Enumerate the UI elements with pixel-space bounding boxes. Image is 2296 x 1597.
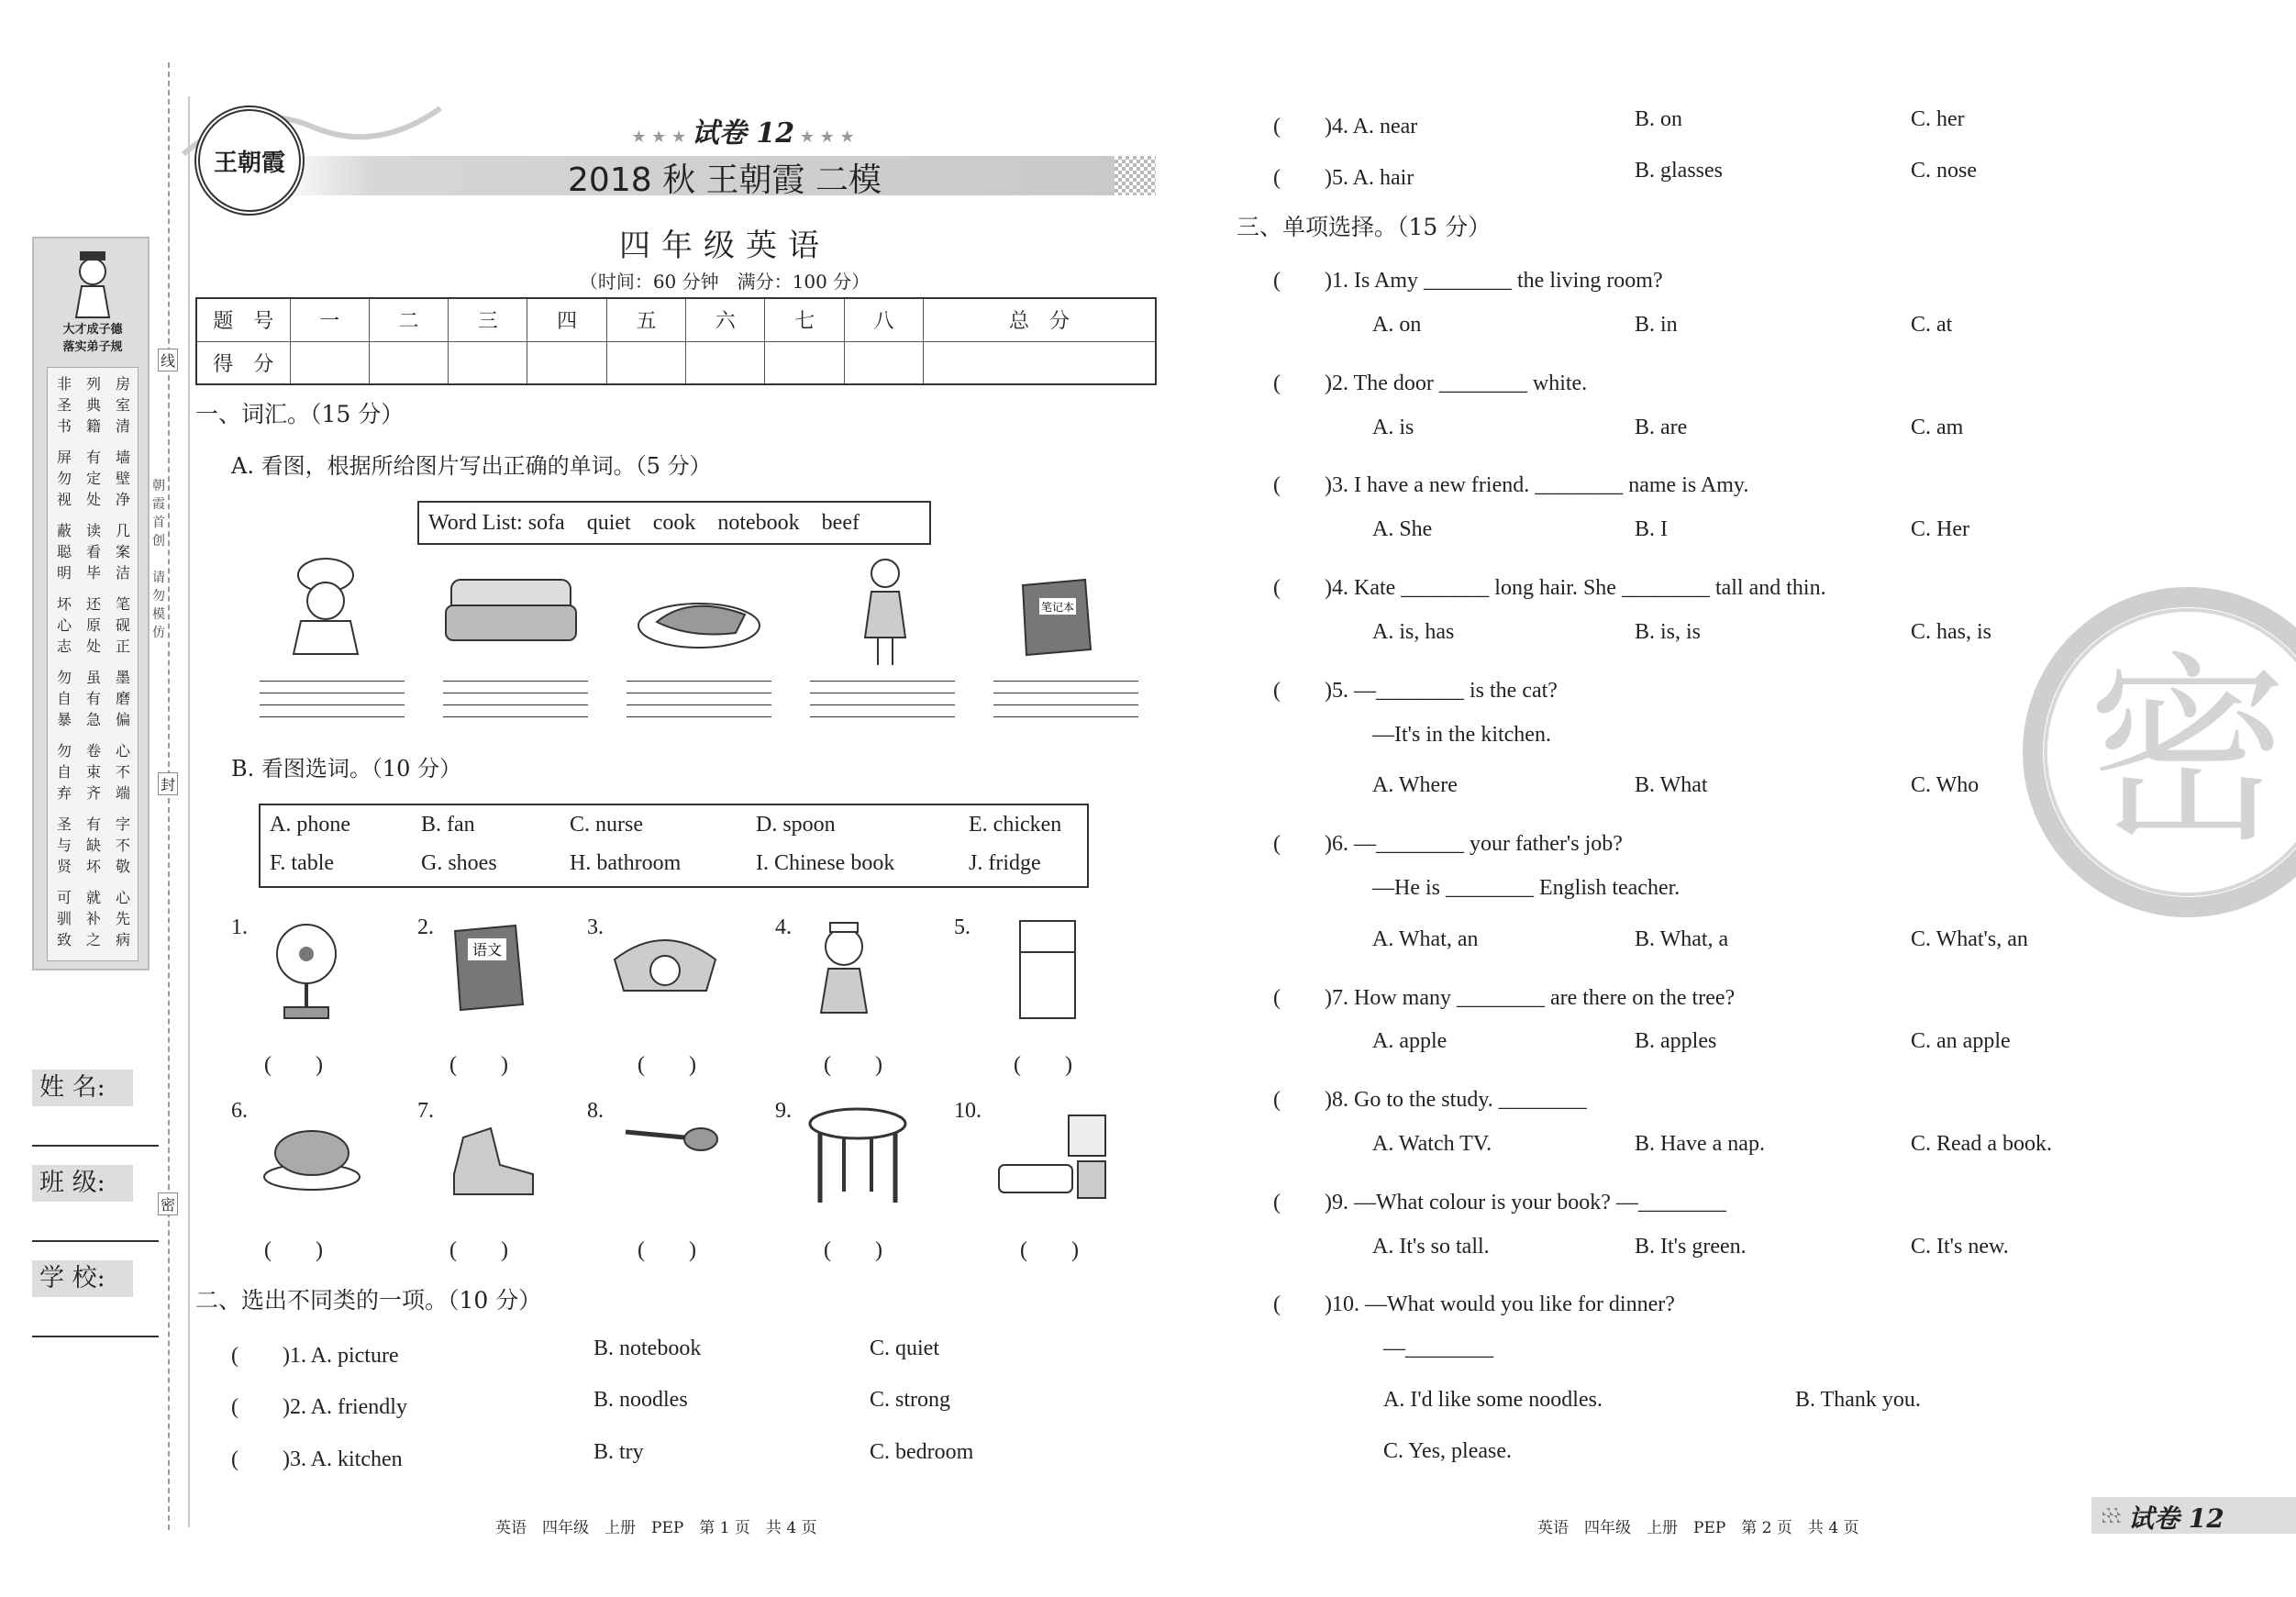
s3-question-9: ( )9. —What colour is your book? —________: [1273, 1191, 1726, 1214]
motto-col: 勿自暴: [56, 669, 72, 728]
partB-options-box: [259, 804, 1089, 888]
score-cell[interactable]: [369, 341, 448, 384]
motto-col: 虽有急: [85, 669, 101, 728]
shoes-image: [445, 1110, 537, 1202]
s3-question-2: ( )2. The door ________ white.: [1273, 372, 1588, 395]
s2-option: B. notebook: [593, 1336, 702, 1360]
s2-option: B. noodles: [593, 1388, 688, 1412]
class-label: 班 级:: [32, 1165, 133, 1202]
s3-option: A. is, has: [1372, 620, 1455, 644]
picture-number: 9.: [775, 1099, 792, 1123]
s3-question-8: ( )8. Go to the study. ________: [1273, 1088, 1587, 1112]
score-header-cell: 一: [290, 298, 369, 341]
s3-option: C. am: [1911, 416, 1964, 439]
s3-option: B. I: [1635, 517, 1668, 541]
motto-col: 圣与贤: [56, 815, 72, 875]
partB-option: C. nurse: [570, 813, 643, 837]
s2-option: B. on: [1635, 107, 1683, 131]
secret-watermark-char: 密: [2086, 635, 2289, 870]
motto-col: 几案洁: [115, 522, 130, 582]
s2-option: C. strong: [870, 1388, 951, 1412]
s3-option: A. on: [1372, 313, 1422, 337]
fridge-image: [1016, 917, 1081, 1023]
answer-paren-3[interactable]: ( ): [638, 1053, 696, 1077]
s2-option: C. quiet: [870, 1336, 939, 1360]
motto-col: 勿自弃: [56, 742, 72, 802]
s3-question-4: ( )4. Kate ________ long hair. She ________ tall and thin.: [1273, 576, 1826, 600]
answer-lines[interactable]: [260, 670, 405, 717]
time-info: （时间：60 分钟 满分：100 分）: [579, 271, 871, 293]
s3-option: C. Her: [1911, 517, 1969, 541]
score-cell[interactable]: [765, 341, 844, 384]
score-header-cell: 题 号: [196, 298, 290, 341]
brand-seal-logo: 王朝霞: [194, 105, 305, 216]
s3-option: B. apples: [1635, 1029, 1717, 1053]
section1-heading: 一、词汇。（15 分）: [195, 401, 405, 427]
name-field[interactable]: [32, 1145, 159, 1147]
binding-mark-secret: 密: [158, 1192, 178, 1215]
header-checker: [1115, 156, 1156, 195]
answer-lines[interactable]: [810, 670, 955, 717]
s3-option: C. Who: [1911, 773, 1980, 797]
score-header-cell: 三: [449, 298, 527, 341]
score-cell[interactable]: [449, 341, 527, 384]
binding-dashed-line: [168, 62, 170, 1530]
score-cell[interactable]: [844, 341, 923, 384]
score-table-header-row: [196, 298, 1156, 341]
answer-paren-9[interactable]: ( ): [824, 1238, 882, 1262]
section2-heading: 二、选出不同类的一项。（10 分）: [195, 1287, 542, 1314]
motto-col: 坏心志: [56, 595, 72, 655]
partB-option: I. Chinese book: [756, 851, 895, 875]
motto-col: 有缺坏: [85, 815, 101, 875]
sofa-image: [442, 569, 580, 651]
score-row-label: 得 分: [196, 341, 290, 384]
beef-image: [635, 587, 763, 651]
score-cell[interactable]: [527, 341, 606, 384]
corner-checker: [2102, 1508, 2121, 1523]
picture-number: 4.: [775, 915, 792, 939]
s3-option: B. What: [1635, 773, 1708, 797]
score-header-cell: 七: [765, 298, 844, 341]
motto-panel: [32, 237, 150, 970]
motto-col: 屏勿视: [56, 449, 72, 508]
motto-col: 笔砚正: [115, 595, 130, 655]
series-label: ★ ★ ★ 试卷 12 ★ ★ ★: [631, 117, 855, 150]
motto-col: 心不端: [115, 742, 130, 802]
chinese-book-image: [448, 922, 530, 1014]
score-header-cell: 总 分: [924, 298, 1156, 341]
cook-image: [275, 555, 376, 656]
s3-option: B. What, a: [1635, 927, 1729, 951]
corner-tag: [2091, 1497, 2296, 1534]
fan-image: [264, 917, 356, 1023]
picture-number: 2.: [417, 915, 434, 939]
section3-heading: 三、单项选择。（15 分）: [1237, 214, 1492, 240]
girl-image: [858, 555, 913, 670]
motto-col: 有定处: [85, 449, 101, 508]
motto-col: 房室清: [115, 375, 130, 435]
score-table: [195, 297, 1157, 385]
motto-col: 可驯致: [56, 889, 72, 948]
picture-number: 7.: [417, 1099, 434, 1123]
motto-heading: 大才成子德 落实弟子规: [62, 323, 123, 354]
s3-question-7: ( )7. How many ________ are there on the tree?: [1273, 986, 1736, 1010]
s3-option: A. apple: [1372, 1029, 1447, 1053]
school-field[interactable]: [32, 1336, 159, 1337]
s2-question-2: ( )2. A. friendly: [231, 1395, 407, 1419]
motto-col: 列典籍: [85, 375, 101, 435]
word-list-box: Word List: sofa quiet cook notebook beef: [417, 501, 931, 545]
notebook-label: 笔记本: [1040, 601, 1075, 614]
s3-question-6: ( )6. —________ your father's job?: [1273, 832, 1623, 856]
subject-title: 四年级英语: [619, 227, 830, 264]
partB-option: J. fridge: [969, 851, 1041, 875]
answer-lines[interactable]: [993, 670, 1138, 717]
notebook-image: [1014, 576, 1096, 659]
score-header-cell: 六: [686, 298, 765, 341]
partB-option: H. bathroom: [570, 851, 682, 875]
school-label: 学 校:: [32, 1260, 133, 1297]
s3-option: B. Thank you.: [1795, 1388, 1921, 1412]
motto-col: 卷束齐: [85, 742, 101, 802]
s2-question-4: ( )4. A. near: [1273, 115, 1418, 139]
class-field[interactable]: [32, 1240, 159, 1242]
answer-lines[interactable]: [443, 670, 588, 717]
s3-option: C. It's new.: [1911, 1235, 2009, 1259]
motto-col: 就补之: [85, 889, 101, 948]
s3-option: A. is: [1372, 416, 1414, 439]
bathroom-image: [995, 1110, 1115, 1206]
s2-option: C. nose: [1911, 159, 1977, 183]
s3-option: B. It's green.: [1635, 1235, 1747, 1259]
partB-option: A. phone: [270, 813, 350, 837]
picture-number: 3.: [587, 915, 604, 939]
partA-heading: A. 看图，根据所给图片写出正确的单词。（5 分）: [231, 453, 712, 479]
score-cell[interactable]: [686, 341, 765, 384]
answer-paren-5[interactable]: ( ): [1014, 1053, 1072, 1077]
s2-option: B. try: [593, 1440, 644, 1464]
score-cell[interactable]: [924, 341, 1156, 384]
s3-option: A. I'd like some noodles.: [1383, 1388, 1603, 1412]
score-header-cell: 五: [606, 298, 685, 341]
s2-option: C. bedroom: [870, 1440, 974, 1464]
score-table-score-row: [196, 341, 1156, 384]
s2-question-3: ( )3. A. kitchen: [231, 1447, 403, 1471]
s3-option: B. is, is: [1635, 620, 1702, 644]
answer-lines[interactable]: [627, 670, 771, 717]
answer-paren-1[interactable]: ( ): [264, 1053, 323, 1077]
s3-reply: —________: [1383, 1336, 1493, 1360]
s3-option: C. has, is: [1911, 620, 1992, 644]
partB-option: E. chicken: [969, 813, 1062, 837]
phone-image: [605, 926, 725, 1000]
s2-question-1: ( )1. A. picture: [231, 1344, 399, 1368]
s3-option: B. in: [1635, 313, 1678, 337]
s3-option: A. What, an: [1372, 927, 1479, 951]
partB-heading: B. 看图选词。（10 分）: [231, 756, 462, 782]
score-header-cell: 八: [844, 298, 923, 341]
answer-paren-2[interactable]: ( ): [449, 1053, 508, 1077]
picture-number: 10.: [954, 1099, 982, 1123]
score-header-cell: 二: [369, 298, 448, 341]
s2-option: B. glasses: [1635, 159, 1723, 183]
page-footer-left: 英语 四年级 上册 PEP 第 1 页 共 4 页: [495, 1519, 817, 1537]
s3-question-1: ( )1. Is Amy ________ the living room?: [1273, 269, 1663, 293]
s3-question-10: ( )10. —What would you like for dinner?: [1273, 1292, 1675, 1316]
s3-option: C. at: [1911, 313, 1953, 337]
s3-option: A. Where: [1372, 773, 1458, 797]
page-footer-right: 英语 四年级 上册 PEP 第 2 页 共 4 页: [1537, 1519, 1859, 1537]
scholar-icon: [69, 246, 116, 319]
picture-number: 1.: [231, 915, 248, 939]
vertical-note-1: 朝霞首创: [152, 479, 165, 549]
partB-option: F. table: [270, 851, 335, 875]
motto-col: 字不敬: [115, 815, 130, 875]
picture-number: 8.: [587, 1099, 604, 1123]
s3-option: C. an apple: [1911, 1029, 2011, 1053]
answer-paren-4[interactable]: ( ): [824, 1053, 882, 1077]
motto-columns: [47, 367, 139, 961]
motto-col: 读看毕: [85, 522, 101, 582]
motto-col: 非圣书: [56, 375, 72, 435]
chinese-book-label: 语文: [471, 941, 503, 959]
partB-option: G. shoes: [421, 851, 497, 875]
s2-question-5: ( )5. A. hair: [1273, 166, 1414, 190]
s3-option: A. Watch TV.: [1372, 1132, 1492, 1156]
name-label: 姓 名:: [32, 1070, 133, 1106]
score-cell[interactable]: [606, 341, 685, 384]
s3-option: A. She: [1372, 517, 1433, 541]
motto-col: 心先病: [115, 889, 130, 948]
score-header-cell: 四: [527, 298, 606, 341]
answer-paren-7[interactable]: ( ): [449, 1238, 508, 1262]
vertical-note-2: 请勿模仿: [152, 571, 165, 640]
corner-label: 试卷 12: [2128, 1503, 2224, 1534]
s3-option: B. Have a nap.: [1635, 1132, 1765, 1156]
partB-option: B. fan: [421, 813, 475, 837]
s2-option: C. her: [1911, 107, 1965, 131]
s3-option: C. Read a book.: [1911, 1132, 2052, 1156]
nurse-image: [803, 917, 885, 1018]
answer-paren-10[interactable]: ( ): [1020, 1238, 1079, 1262]
s3-reply: —It's in the kitchen.: [1372, 723, 1551, 747]
chicken-image: [261, 1124, 362, 1192]
gray-rule: [188, 96, 190, 1527]
answer-paren-6[interactable]: ( ): [264, 1238, 323, 1262]
binding-mark-line: 线: [158, 349, 178, 372]
exam-title: 2018 秋 王朝霞 二模: [568, 161, 882, 199]
motto-col: 墙壁净: [115, 449, 130, 508]
answer-paren-8[interactable]: ( ): [638, 1238, 696, 1262]
picture-number: 5.: [954, 915, 971, 939]
table-image: [807, 1105, 908, 1206]
s3-option: A. It's so tall.: [1372, 1235, 1490, 1259]
s3-option: C. What's, an: [1911, 927, 2028, 951]
binding-mark-seal: 封: [158, 772, 178, 795]
s3-option: B. are: [1635, 416, 1688, 439]
spoon-image: [620, 1119, 721, 1156]
s3-option: C. Yes, please.: [1383, 1439, 1513, 1463]
picture-number: 6.: [231, 1099, 248, 1123]
partB-option: D. spoon: [756, 813, 836, 837]
score-cell[interactable]: [290, 341, 369, 384]
motto-col: 还原处: [85, 595, 101, 655]
s3-question-3: ( )3. I have a new friend. ________ name is Amy.: [1273, 473, 1749, 497]
s3-question-5: ( )5. —________ is the cat?: [1273, 679, 1558, 703]
motto-col: 墨磨偏: [115, 669, 130, 728]
motto-col: 蔽聪明: [56, 522, 72, 582]
s3-reply: —He is ________ English teacher.: [1372, 876, 1680, 900]
